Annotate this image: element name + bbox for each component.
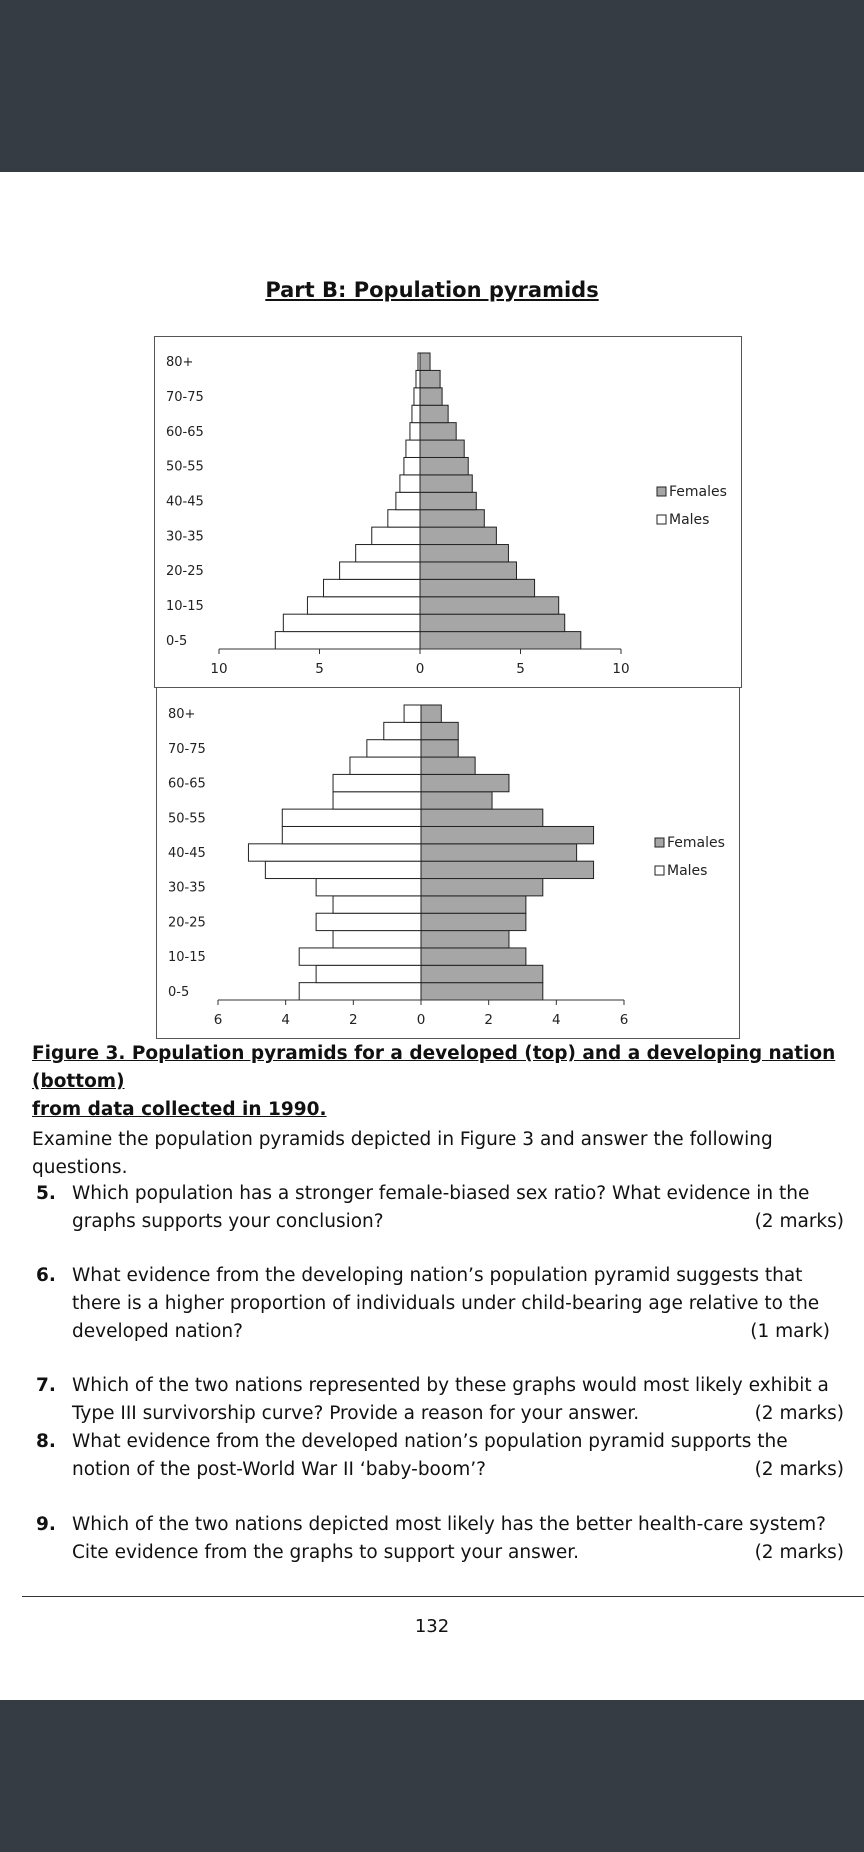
question-number: 7. [36,1375,56,1396]
age-label: 60-65 [166,424,204,440]
male-bar-70-75 [367,740,421,757]
female-bar-10-15 [421,948,526,965]
male-bar-0-5 [299,983,421,1000]
male-bar-40-45 [248,844,421,861]
male-bar-60-65 [410,423,420,440]
female-bar-80+ [420,353,430,370]
legend-males-swatch [655,866,664,875]
age-label: 80+ [166,355,194,371]
question-number: 6. [36,1265,56,1286]
question-marks: (2 marks) [754,1542,844,1563]
figure-caption-line-1: Figure 3. Population pyramids for a developed (top) and a developing nation (bottom) [32,1043,836,1092]
male-bar-45-50 [400,475,420,492]
x-tick-label: 10 [612,661,630,677]
female-bar-60-65 [421,774,509,791]
question-8 [36,1428,844,1484]
female-bar-30-35 [421,879,543,896]
question-7 [36,1372,844,1428]
viewer-top-bar [0,0,864,172]
age-label: 20-25 [166,564,204,580]
male-bar-55-60 [333,792,421,809]
male-bar-50-55 [404,457,420,474]
figure-caption [32,1040,864,1124]
male-bar-35-40 [265,861,421,878]
female-bar-65-70 [421,757,475,774]
developing-pyramid-svg [157,688,739,1038]
male-bar-30-35 [316,879,421,896]
x-tick-label: 10 [210,661,228,677]
male-bar-20-25 [316,913,421,930]
female-bar-0-5 [421,983,543,1000]
male-bar-80+ [404,705,421,722]
x-tick-label: 0 [416,1012,426,1028]
male-bar-55-60 [406,440,420,457]
male-bar-65-70 [350,757,421,774]
age-label: 40-45 [166,494,204,510]
female-bar-20-25 [420,562,516,579]
x-tick-label: 2 [349,1012,358,1028]
page-title: Part B: Population pyramids [265,278,599,302]
age-label: 40-45 [168,846,206,861]
age-label: 80+ [168,707,196,723]
female-bar-70-75 [421,740,458,757]
female-bar-80+ [421,705,441,722]
female-bar-15-20 [421,931,509,948]
female-bar-55-60 [420,440,464,457]
male-bar-25-30 [333,896,421,913]
male-bar-15-20 [324,579,420,596]
age-label: 0-5 [166,633,188,649]
age-label: 60-65 [168,776,206,792]
female-bar-0-5 [420,632,581,649]
male-bar-65-70 [412,405,420,422]
legend-females-label: Females [669,484,727,500]
age-label: 10-15 [166,598,204,614]
age-label: 70-75 [166,390,204,406]
developing-nation-pyramid-chart [156,687,740,1039]
female-bar-35-40 [420,510,484,527]
question-marks: (2 marks) [754,1459,844,1480]
x-tick-label: 6 [619,1012,629,1028]
intro-paragraph: Examine the population pyramids depicted in Figure 3 and answer the following questions. [32,1129,773,1178]
male-bar-50-55 [282,809,421,826]
male-bar-30-35 [372,527,420,544]
male-bar-5-10 [283,614,420,631]
viewer-bottom-bar [0,1700,864,1852]
age-label: 30-35 [168,880,206,896]
figure-caption-line-2: from data collected in 1990. [32,1099,327,1120]
female-bar-45-50 [420,475,472,492]
x-tick-label: 6 [213,1012,223,1028]
question-text: What evidence from the developed nation’s population pyramid supports the notion of the post-World War II ‘baby-boom’? [72,1431,788,1480]
x-tick-label: 5 [315,661,324,677]
age-label: 0-5 [168,984,190,1000]
x-tick-label: 4 [281,1012,290,1028]
question-text: Which population has a stronger female-biased sex ratio? What evidence in the graphs supports your conclusion? [72,1183,810,1232]
age-label: 20-25 [168,915,206,931]
female-bar-50-55 [421,809,543,826]
question-marks: (1 mark) [750,1321,830,1342]
male-bar-25-30 [356,545,420,562]
legend-males-label: Males [669,512,710,528]
legend-females-swatch [655,838,664,847]
male-bar-5-10 [316,965,421,982]
age-label: 50-55 [168,811,206,827]
x-tick-label: 4 [552,1012,561,1028]
question-text: Which of the two nations represented by these graphs would most likely exhibit a Type III survivorship curve? Provide a reason for your answer. [72,1375,829,1424]
male-bar-60-65 [333,774,421,791]
male-bar-10-15 [299,948,421,965]
female-bar-25-30 [421,896,526,913]
age-label: 30-35 [166,529,204,545]
female-bar-45-50 [421,826,594,843]
question-number: 9. [36,1514,56,1535]
female-bar-25-30 [420,545,508,562]
female-bar-10-15 [420,597,559,614]
female-bar-30-35 [420,527,496,544]
age-label: 50-55 [166,459,204,475]
male-bar-75-80 [384,722,421,739]
question-text: Which of the two nations depicted most likely has the better health-care system? Cite evidence from the graphs to support your answer. [72,1514,826,1563]
male-bar-15-20 [333,931,421,948]
x-tick-label: 5 [516,661,525,677]
legend-females-swatch [657,487,666,496]
female-bar-40-45 [420,492,476,509]
male-bar-10-15 [307,597,420,614]
question-5 [36,1180,844,1236]
male-bar-70-75 [414,388,420,405]
question-marks: (2 marks) [754,1211,844,1232]
female-bar-65-70 [420,405,448,422]
female-bar-15-20 [420,579,535,596]
footer-divider [22,1596,864,1597]
question-text: What evidence from the developing nation’s population pyramid suggests that there is a higher proportion of individuals under child-bearing age relative to the developed nation? [72,1265,820,1342]
female-bar-50-55 [420,457,468,474]
female-bar-5-10 [421,965,543,982]
male-bar-75-80 [416,370,420,387]
female-bar-55-60 [421,792,492,809]
question-number: 8. [36,1431,56,1452]
female-bar-70-75 [420,388,442,405]
male-bar-0-5 [275,632,420,649]
female-bar-40-45 [421,844,577,861]
female-bar-75-80 [421,722,458,739]
legend-males-label: Males [667,863,708,879]
female-bar-20-25 [421,913,526,930]
male-bar-40-45 [396,492,420,509]
age-label: 10-15 [168,950,206,966]
female-bar-35-40 [421,861,594,878]
male-bar-45-50 [282,826,421,843]
question-6 [36,1262,844,1346]
page-number: 132 [414,1616,450,1637]
developed-pyramid-svg [155,337,741,687]
male-bar-35-40 [388,510,420,527]
female-bar-60-65 [420,423,456,440]
female-bar-75-80 [420,370,440,387]
x-tick-label: 2 [484,1012,493,1028]
question-number: 5. [36,1183,56,1204]
legend-males-swatch [657,515,666,524]
legend-females-label: Females [667,835,725,851]
developed-nation-pyramid-chart [154,336,742,688]
question-marks: (2 marks) [754,1403,844,1424]
x-tick-label: 0 [415,661,425,677]
age-label: 70-75 [168,741,206,757]
question-9 [36,1511,844,1567]
male-bar-20-25 [340,562,420,579]
female-bar-5-10 [420,614,565,631]
